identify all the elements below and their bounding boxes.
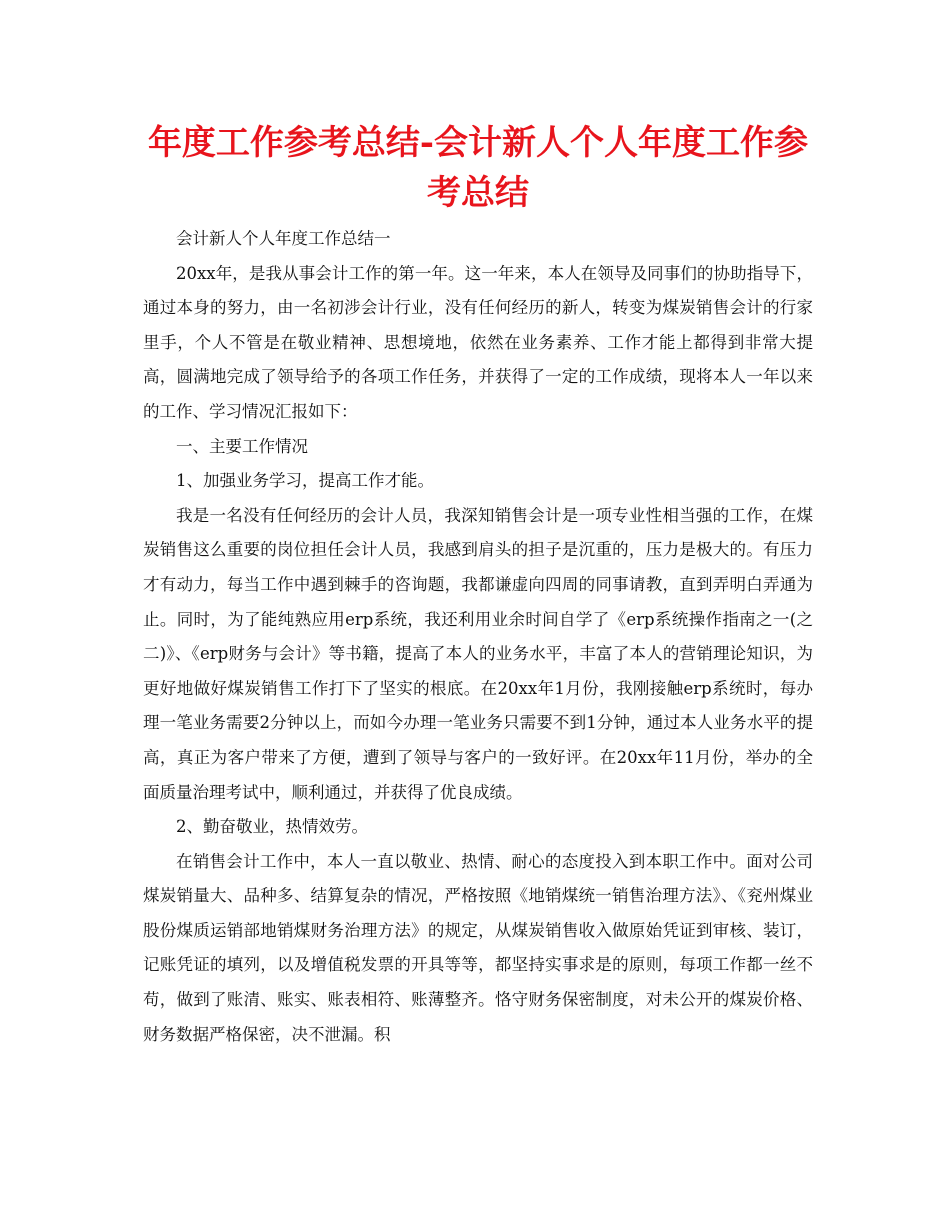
section-heading-main-work: 一、主要工作情况 — [176, 436, 308, 456]
paragraph-study: 我是一名没有任何经历的会计人员，我深知销售会计是一项专业性相当强的工作，在煤炭销售这么重要的岗位担任会计人员，我感到肩头的担子是沉重的，压力是极大的。有压力才有动力，每当工作中遇到棘手的咨询题，我都谦虚向四周的同事请教，直到弄明白弄通为止。同时，为了能纯熟应用erp系统，我还利用业余时间自学了《erp系统操作指南之一(之二)》、《erp财务与会计》等书籍，提高了本人的业务水平，丰富了本人的营销理论知识，为更好地做好煤炭销售工作打下了坚实的根底。在20xx年1月份，我刚接触erp系统时，每办理一笔业务需要2分钟以上，而如今办理一笔业务只需要不到1分钟，通过本人业务水平的提高，真正为客户带来了方便，遭到了领导与客户的一致好评。在20xx年11月份，举办的全面质量治理考试中，顺利通过，并获得了优良成绩。 — [143, 505, 813, 802]
subheading-study: 1、加强业务学习，提高工作才能。 — [176, 471, 434, 491]
subheading-dedication: 2、勤奋敬业，热情效劳。 — [176, 817, 368, 837]
paragraph-dedication: 在销售会计工作中，本人一直以敬业、热情、耐心的态度投入到本职工作中。面对公司煤炭销量大、品种多、结算复杂的情况，严格按照《地销煤统一销售治理方法》、《兖州煤业股份煤质运销部地销煤财务治理方法》的规定，从煤炭销售收入做原始凭证到审核、装订，记账凭证的填列，以及增值税发票的开具等等，都坚持实事求是的原则，每项工作都一丝不苟，做到了账清、账实、账表相符、账薄整齐。恪守财务保密制度，对未公开的煤炭价格、财务数据严格保密，决不泄漏。积 — [143, 851, 813, 1044]
document-page — [143, 118, 813, 1052]
paragraph-intro: 20xx年，是我从事会计工作的第一年。这一年来，本人在领导及同事们的协助指导下，通过本身的努力，由一名初涉会计行业，没有任何经历的新人，转变为煤炭销售会计的行家里手，个人不管是在敬业精神、思想境地，依然在业务素养、工作才能上都得到非常大提高，圆满地完成了领导给予的各项工作任务，并获得了一定的工作成绩，现将本人一年以来的工作、学习情况汇报如下： — [143, 263, 813, 421]
paragraph-subtitle: 会计新人个人年度工作总结一 — [176, 229, 391, 248]
document-title: 年度工作参考总结-会计新人个人年度工作参考总结 — [147, 123, 809, 213]
